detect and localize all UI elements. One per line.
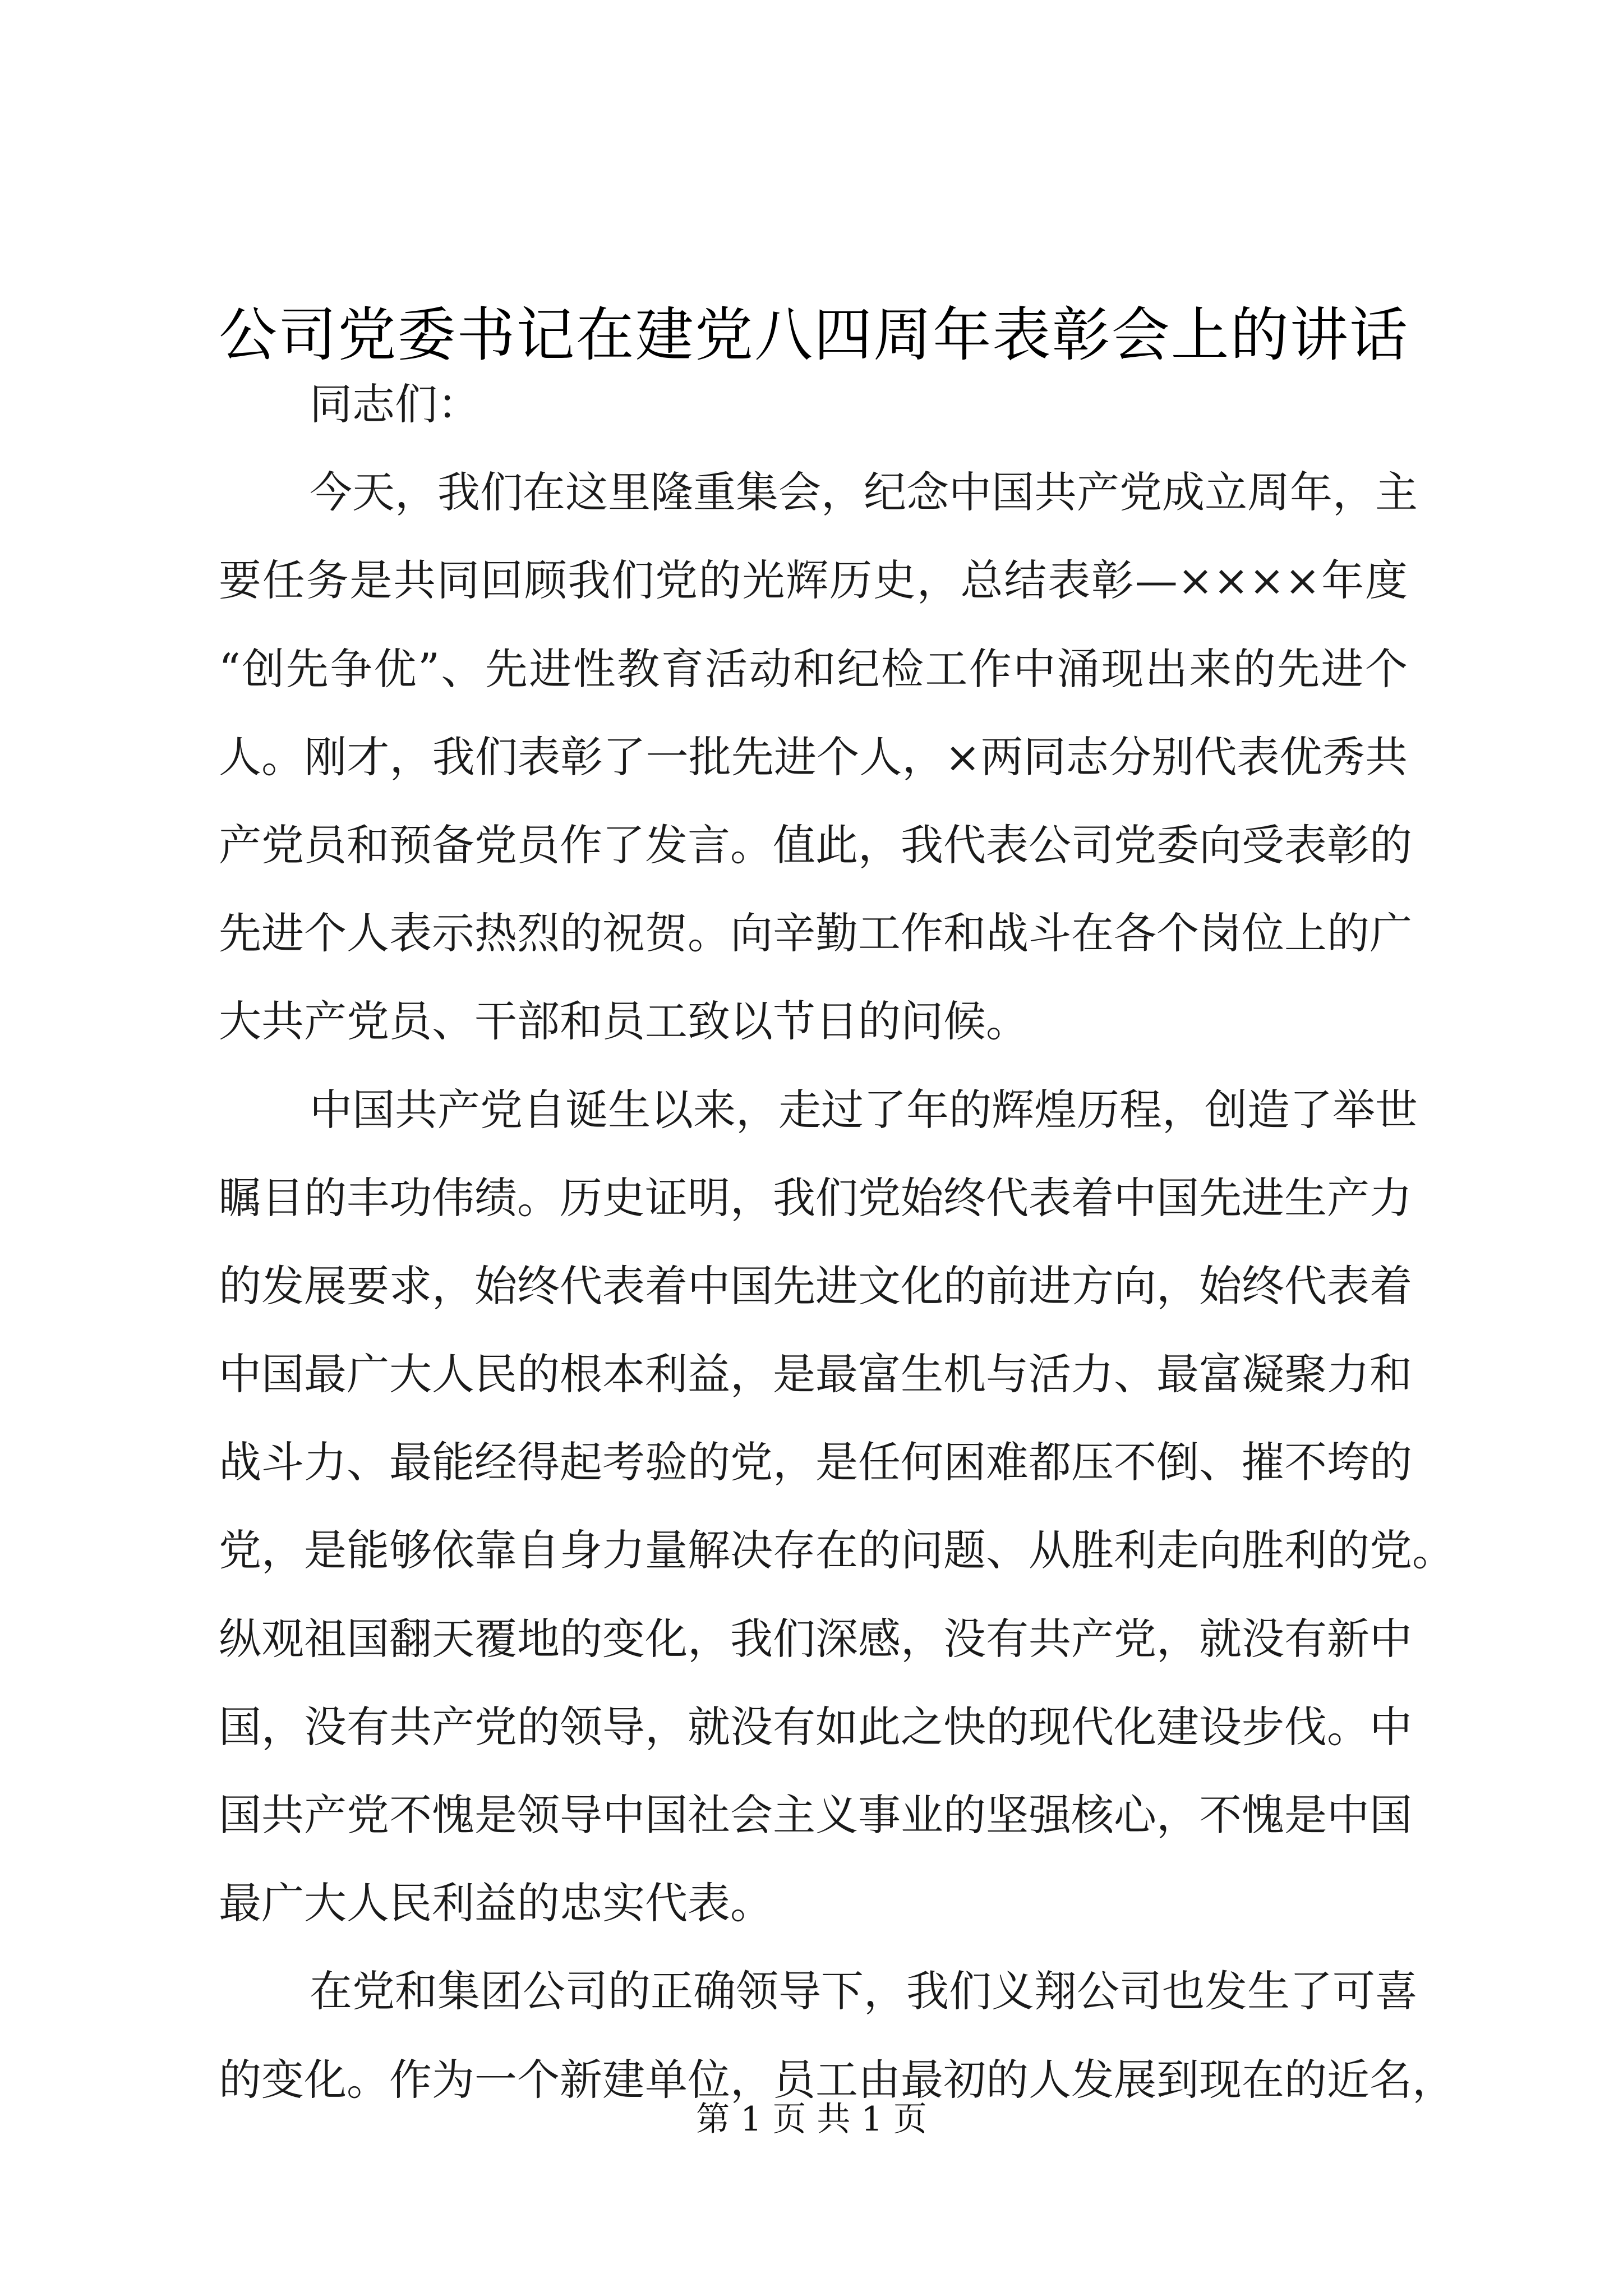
paragraph-1-line: 人。刚才，我们表彰了一批先进个人，×两同志分别代表优秀共	[219, 731, 1408, 782]
document-body	[219, 360, 1455, 2124]
paragraph-3-line: 在党和集团公司的正确领导下，我们义翔公司也发生了可喜	[310, 1966, 1418, 2017]
paragraph-3-line: 的变化。作为一个新建单位，员工由最初的人发展到现在的近名，	[219, 2054, 1455, 2105]
paragraph-2-line: 国，没有共产党的领导，就没有如此之快的现代化建设步伐。中	[219, 1701, 1412, 1752]
paragraph-2-line: 国共产党不愧是领导中国社会主义事业的坚强核心，不愧是中国	[219, 1790, 1412, 1840]
paragraph-1-line: 产党员和预备党员作了发言。值此，我代表公司党委向受表彰的	[219, 820, 1412, 870]
paragraph-2-line: 最广大人民利益的忠实代表。	[219, 1878, 773, 1929]
paragraph-2-line: 的发展要求，始终代表着中国先进文化的前进方向，始终代表着	[219, 1260, 1412, 1311]
paragraph-2-line: 纵观祖国翻天覆地的变化，我们深感，没有共产党，就没有新中	[219, 1613, 1412, 1664]
salutation-paragraph	[219, 360, 1408, 448]
paragraph-1-line: 先进个人表示热烈的祝贺。向辛勤工作和战斗在各个岗位上的广	[219, 908, 1412, 959]
paragraph-2-line: 党，是能够依靠自身力量解决存在的问题、从胜利走向胜利的党。	[219, 1525, 1455, 1576]
paragraph-1-line: 今天，我们在这里隆重集会，纪念中国共产党成立周年，主	[310, 467, 1418, 518]
paragraph-1-line: 大共产党员、干部和员工致以节日的问候。	[219, 996, 1029, 1047]
paragraph-1	[219, 448, 1418, 1065]
paragraph-2	[219, 1066, 1455, 1948]
paragraph-1-line: “创先争优”、先进性教育活动和纪检工作中涌现出来的先进个	[219, 643, 1408, 694]
page-number-footer: 第 1 页 共 1 页	[696, 2100, 927, 2139]
paragraph-2-line: 中国最广大人民的根本利益，是最富生机与活力、最富凝聚力和	[219, 1349, 1412, 1400]
paragraph-1-line: 要任务是共同回顾我们党的光辉历史，总结表彰—××××年度	[219, 555, 1408, 606]
paragraph-2-line: 战斗力、最能经得起考验的党，是任何困难都压不倒、摧不垮的	[219, 1437, 1412, 1488]
salutation-line: 同志们：	[310, 379, 480, 429]
document-title: 公司党委书记在建党八四周年表彰会上的讲话	[219, 301, 1408, 369]
paragraph-2-line: 瞩目的丰功伟绩。历史证明，我们党始终代表着中国先进生产力	[219, 1172, 1412, 1223]
paragraph-2-line: 中国共产党自诞生以来，走过了年的辉煌历程，创造了举世	[310, 1084, 1418, 1135]
